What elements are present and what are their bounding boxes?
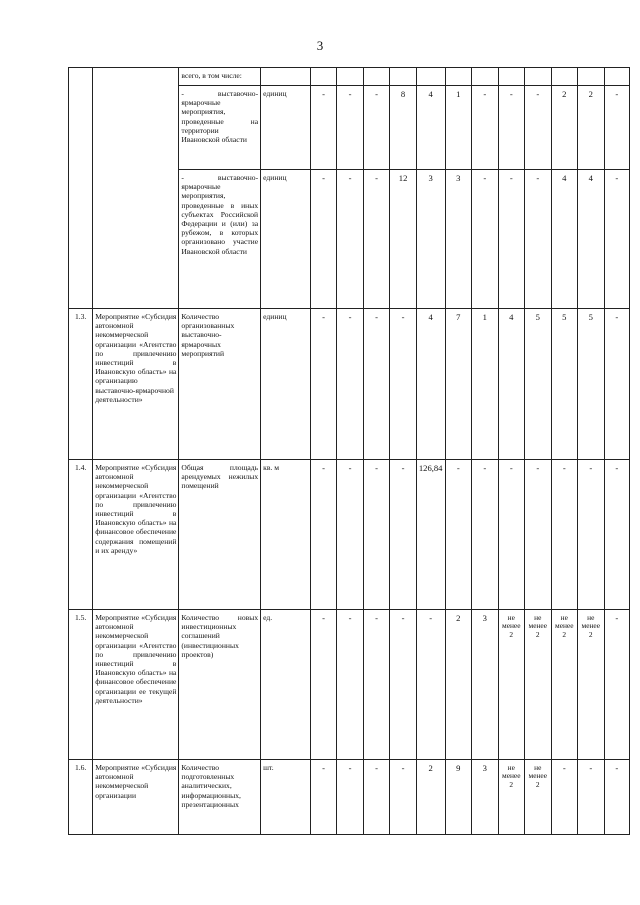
value-cell: - <box>337 610 364 760</box>
value-cell: не менее 2 <box>551 610 578 760</box>
value-cell: - <box>498 460 525 610</box>
value-cell <box>551 68 578 86</box>
value-cell: - <box>578 760 605 835</box>
indicator-cell: Количество новых инвестиционных соглашений (инвестиционных проектов) <box>179 610 261 760</box>
value-cell: - <box>445 460 472 610</box>
value-cell: не менее 2 <box>578 610 605 760</box>
value-cell: - <box>337 170 364 309</box>
row-number <box>69 68 93 309</box>
value-cell: - <box>310 610 337 760</box>
event-cell: Мероприятие «Субсидия автономной некоммерческой организации <box>93 760 179 835</box>
value-cell: - <box>363 610 390 760</box>
value-cell: 4 <box>498 309 525 460</box>
indicators-table <box>68 67 630 835</box>
unit-cell: ед. <box>261 610 311 760</box>
indicator-cell: - выставочно-ярмарочные мероприятия, проведенные на территории Ивановской области <box>179 86 261 170</box>
value-cell: - <box>416 610 445 760</box>
value-cell: не менее 2 <box>525 760 552 835</box>
value-cell: - <box>604 610 629 760</box>
value-cell <box>337 68 364 86</box>
value-cell: 1 <box>472 309 499 460</box>
value-cell: - <box>310 86 337 170</box>
value-cell: - <box>310 170 337 309</box>
value-cell <box>390 68 417 86</box>
value-cell: 4 <box>578 170 605 309</box>
value-cell: - <box>337 760 364 835</box>
value-cell: - <box>363 86 390 170</box>
value-cell: 4 <box>416 309 445 460</box>
value-cell: - <box>578 460 605 610</box>
value-cell: - <box>604 760 629 835</box>
value-cell: - <box>604 86 629 170</box>
value-cell: - <box>604 170 629 309</box>
value-cell <box>578 68 605 86</box>
value-cell: - <box>390 760 417 835</box>
value-cell: 3 <box>472 610 499 760</box>
unit-cell: единиц <box>261 170 311 309</box>
value-cell: 2 <box>445 610 472 760</box>
value-cell: не менее 2 <box>498 610 525 760</box>
value-cell <box>525 68 552 86</box>
value-cell <box>472 68 499 86</box>
value-cell: 3 <box>445 170 472 309</box>
row-number: 1.3. <box>69 309 93 460</box>
table-row <box>69 760 630 835</box>
value-cell: 2 <box>578 86 605 170</box>
value-cell: не менее 2 <box>498 760 525 835</box>
indicator-cell: - выставочно-ярмарочные мероприятия, проведенные в иных субъектах Российской Федерации и (или) за рубежом, в которых организовано участие Ивановской области <box>179 170 261 309</box>
value-cell: - <box>390 309 417 460</box>
row-number: 1.5. <box>69 610 93 760</box>
value-cell: - <box>525 170 552 309</box>
value-cell: 8 <box>390 86 417 170</box>
unit-cell: единиц <box>261 86 311 170</box>
unit-cell: единиц <box>261 309 311 460</box>
value-cell: 4 <box>551 170 578 309</box>
value-cell: 5 <box>578 309 605 460</box>
value-cell: - <box>472 86 499 170</box>
value-cell: - <box>363 170 390 309</box>
event-cell: Мероприятие «Субсидия автономной некоммерческой организации «Агентство по привлечению инвестиций в Ивановскую область» на финансовое обеспечение организации ее текущей деятельности» <box>93 610 179 760</box>
table-row <box>69 309 630 460</box>
value-cell: 9 <box>445 760 472 835</box>
value-cell: - <box>363 760 390 835</box>
event-cell: Мероприятие «Субсидия автономной некоммерческой организации «Агентство по привлечению инвестиций в Ивановскую область» на финансовое обеспечение содержания помещений и их аренду» <box>93 460 179 610</box>
value-cell <box>498 68 525 86</box>
value-cell: - <box>472 170 499 309</box>
value-cell: - <box>604 309 629 460</box>
value-cell: - <box>472 460 499 610</box>
event-cell: Мероприятие «Субсидия автономной некоммерческой организации «Агентство по привлечению инвестиций в Ивановскую область» на организацию выставочно-ярмарочной деятельности» <box>93 309 179 460</box>
value-cell <box>604 68 629 86</box>
indicator-cell: Общая площадь арендуемых нежилых помещений <box>179 460 261 610</box>
page-number: 3 <box>316 38 324 53</box>
value-cell: - <box>310 460 337 610</box>
value-cell: - <box>310 309 337 460</box>
unit-cell <box>261 68 311 86</box>
value-cell: - <box>390 610 417 760</box>
indicator-cell: Количество подготовленных аналитических, информационных, презентационных <box>179 760 261 835</box>
value-cell: 1 <box>445 86 472 170</box>
value-cell: 4 <box>416 86 445 170</box>
value-cell <box>310 68 337 86</box>
table-row <box>69 610 630 760</box>
value-cell: - <box>390 460 417 610</box>
value-cell <box>445 68 472 86</box>
value-cell: - <box>363 309 390 460</box>
value-cell: - <box>525 460 552 610</box>
value-cell: 2 <box>551 86 578 170</box>
value-cell: - <box>363 460 390 610</box>
value-cell: - <box>525 86 552 170</box>
table-row <box>69 68 630 86</box>
value-cell: - <box>551 460 578 610</box>
value-cell <box>363 68 390 86</box>
value-cell: 12 <box>390 170 417 309</box>
value-cell: - <box>337 86 364 170</box>
value-cell: 126,84 <box>416 460 445 610</box>
value-cell: - <box>337 309 364 460</box>
value-cell: 2 <box>416 760 445 835</box>
table-row <box>69 460 630 610</box>
unit-cell: шт. <box>261 760 311 835</box>
value-cell: - <box>337 460 364 610</box>
value-cell: 3 <box>472 760 499 835</box>
value-cell: - <box>498 170 525 309</box>
value-cell: не менее 2 <box>525 610 552 760</box>
value-cell: - <box>498 86 525 170</box>
value-cell: 5 <box>525 309 552 460</box>
value-cell: - <box>310 760 337 835</box>
event-cell <box>93 68 179 309</box>
value-cell: - <box>551 760 578 835</box>
value-cell: 7 <box>445 309 472 460</box>
value-cell: 3 <box>416 170 445 309</box>
unit-cell: кв. м <box>261 460 311 610</box>
value-cell: 5 <box>551 309 578 460</box>
indicator-cell: всего, в том числе: <box>179 68 261 86</box>
indicator-cell: Количество организованных выставочно-ярмарочных мероприятий <box>179 309 261 460</box>
row-number: 1.4. <box>69 460 93 610</box>
row-number: 1.6. <box>69 760 93 835</box>
value-cell: - <box>604 460 629 610</box>
value-cell <box>416 68 445 86</box>
